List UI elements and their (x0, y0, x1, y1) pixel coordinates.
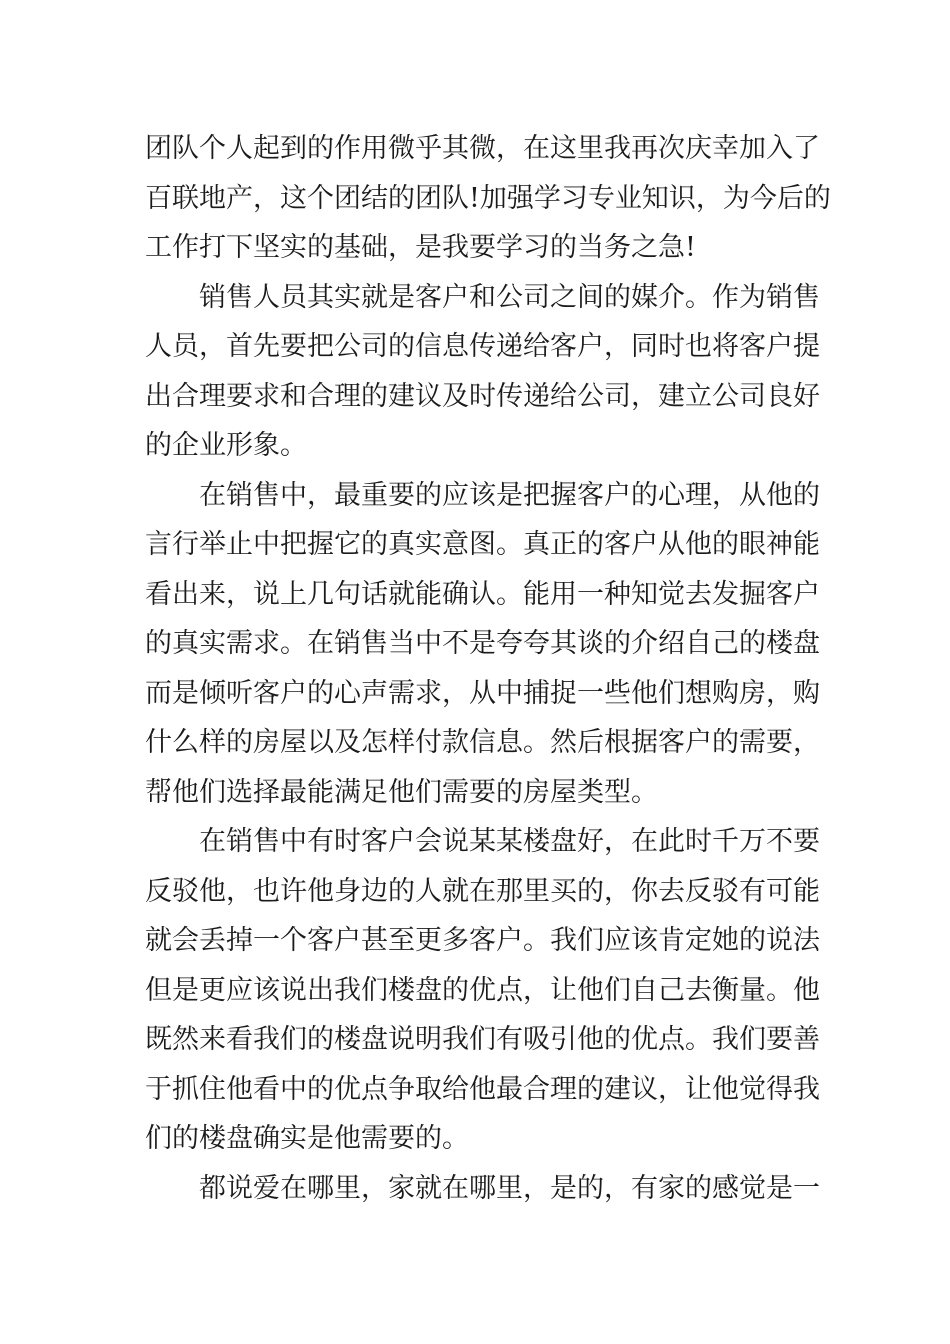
text-line: 而是倾听客户的心声需求，从中捕捉一些他们想购房，购 (145, 677, 820, 709)
paragraph (145, 1164, 820, 1214)
text-line: 什么样的房屋以及怎样付款信息。然后根据客户的需要， (145, 727, 820, 758)
text-line: 于抓住他看中的优点争取给他最合理的建议，让他觉得我 (145, 1073, 820, 1105)
text-line: 言行举止中把握它的真实意图。真正的客户从他的眼神能 (145, 529, 820, 560)
text-line: 反驳他，也许他身边的人就在那里买的，你去反驳有可能 (145, 875, 820, 907)
text-line: 百联地产，这个团结的团队!加强学习专业知识，为今后的 (145, 182, 831, 214)
paragraph (145, 124, 831, 273)
text-line: 团队个人起到的作用微乎其微，在这里我再次庆幸加入了 (145, 133, 820, 164)
text-line: 在销售中，最重要的应该是把握客户的心理，从他的 (199, 479, 820, 511)
text-line: 出合理要求和合理的建议及时传递给公司，建立公司良好 (145, 380, 820, 412)
text-line: 的真实需求。在销售当中不是夸夸其谈的介绍自己的楼盘 (145, 628, 820, 659)
text-line: 就会丢掉一个客户甚至更多客户。我们应该肯定她的说法 (145, 925, 820, 956)
document-body (145, 124, 831, 1213)
text-line: 在销售中有时客户会说某某楼盘好，在此时千万不要 (199, 826, 820, 857)
text-line: 既然来看我们的楼盘说明我们有吸引他的优点。我们要善 (145, 1024, 820, 1055)
text-line: 销售人员其实就是客户和公司之间的媒介。作为销售 (199, 281, 820, 313)
text-line: 帮他们选择最能满足他们需要的房屋类型。 (145, 776, 658, 808)
text-line: 们的楼盘确实是他需要的。 (145, 1123, 469, 1154)
paragraph (145, 471, 820, 818)
paragraph (145, 817, 820, 1164)
text-line: 的企业形象。 (145, 430, 307, 461)
text-line: 看出来，说上几句话就能确认。能用一种知觉去发掘客户 (145, 578, 820, 610)
text-line: 都说爱在哪里，家就在哪里，是的，有家的感觉是一 (199, 1172, 820, 1204)
text-line: 人员，首先要把公司的信息传递给客户，同时也将客户提 (145, 331, 820, 362)
text-line: 但是更应该说出我们楼盘的优点，让他们自己去衡量。他 (145, 974, 820, 1006)
paragraph (145, 273, 820, 471)
text-line: 工作打下坚实的基础，是我要学习的当务之急! (145, 232, 696, 263)
